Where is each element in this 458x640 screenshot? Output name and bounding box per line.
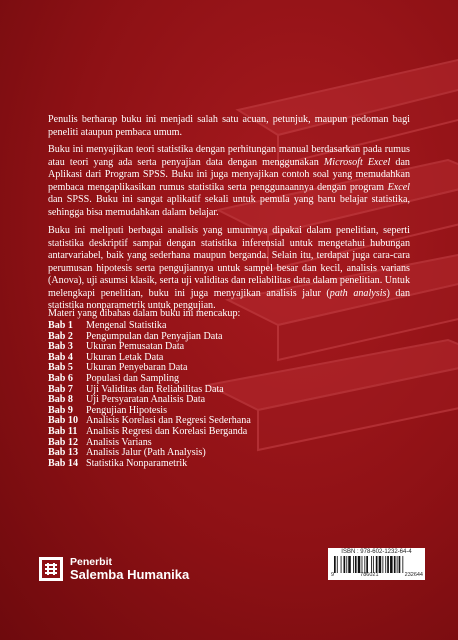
chapter-item <box>48 374 251 385</box>
barcode-bar <box>382 556 383 573</box>
barcode-bar <box>394 556 396 573</box>
chapter-title: Pengujian Hipotesis <box>86 404 168 416</box>
barcode-bar <box>353 556 354 573</box>
barcode-bar <box>346 556 347 573</box>
isbn-number: ISBN : 978-602-1232-64-4 <box>341 549 412 555</box>
paragraph-3-part-a: Buku ini meliputi berbagai analisis yang umumnya dipakai dalam penelitian, seperti statistika deskriptif sampai dengan statistika inferensial untuk mengetahui hubungan antarvariabel, baik yang sederhana maupun berganda. Selain itu, terdapat juga cara-cara perumusan hipotesis serta pengujiannya untuk sampel besar dan kecil, analisis varians (Anova), uji asumsi klasik, serta uji validitas dan reliabilitas data dalam penelitian. Untuk melengkapi penelitian, buku ini juga menyajikan analisis jalur ( <box>48 225 410 299</box>
chapter-title: Ukuran Letak Data <box>86 351 164 363</box>
barcode-bar <box>355 556 357 573</box>
chapter-number: Bab 9 <box>48 404 73 416</box>
barcode-bar <box>362 556 363 573</box>
chapter-item <box>48 321 251 332</box>
barcode-bar <box>364 556 365 573</box>
barcode-bar <box>376 556 378 573</box>
publisher-block <box>38 554 189 584</box>
barcode-bar <box>397 556 398 573</box>
chapter-number: Bab 13 <box>48 447 79 459</box>
chapter-title: Analisis Korelasi dan Regresi Sederhana <box>86 415 251 427</box>
chapter-list <box>48 321 251 469</box>
barcode-digit-group-2: 232644 <box>404 572 423 578</box>
chapter-number: Bab 11 <box>48 425 78 437</box>
paragraph-2-part-a: Buku ini menyajikan teori statistika dengan perhitungan manual berdasarkan pada rumus atau teori yang ada serta penyajian data dengan menggunakan <box>48 144 410 168</box>
barcode-bar <box>334 556 336 573</box>
chapter-title: Mengenal Statistika <box>86 320 167 331</box>
paragraph-3-part-c: ) dan statistika nonparametrik untuk pengujian. <box>48 287 410 311</box>
barcode-digits <box>331 572 423 578</box>
chapter-title: Pengumpulan dan Penyajian Data <box>86 330 223 342</box>
chapter-title: Analisis Regresi dan Korelasi Berganda <box>86 425 248 437</box>
barcode-bar <box>371 556 372 573</box>
chapter-number: Bab 6 <box>48 372 73 384</box>
chapter-number: Bab 14 <box>48 457 79 469</box>
paragraph-2-excel-term: Microsoft Excel <box>323 156 391 168</box>
paragraph-2-part-e: dan SPSS. Buku ini sangat aplikatif sekali untuk pemula yang baru belajar statistika, sehingga bisa memudahkan dalam belajar. <box>48 194 410 218</box>
barcode-bar <box>348 556 351 573</box>
paragraph-3-path-term: path analysis <box>329 287 387 299</box>
barcode-bar <box>387 556 389 573</box>
paragraph-3 <box>48 225 410 313</box>
chapter-title: Analisis Varians <box>86 436 152 448</box>
chapter-number: Bab 1 <box>48 320 73 331</box>
barcode-bar <box>385 556 386 573</box>
barcode-bar <box>402 556 403 573</box>
chapter-number: Bab 4 <box>48 351 73 363</box>
barcode-bar <box>373 556 374 573</box>
paragraph-1: Penulis berharap buku ini menjadi salah satu acuan, petunjuk, maupun pedoman bagi peneliti ataupun pembaca umum. <box>48 114 410 138</box>
chapter-title: Analisis Jalur (Path Analysis) <box>86 447 206 459</box>
barcode-bar <box>399 556 401 573</box>
chapter-item <box>48 427 251 438</box>
chapter-title: Populasi dan Sampling <box>86 372 180 384</box>
chapter-number: Bab 10 <box>48 415 79 427</box>
barcode-bar <box>358 556 361 573</box>
chapter-title: Statistika Nonparametrik <box>86 457 188 469</box>
publisher-logo-icon <box>38 556 64 582</box>
isbn-barcode-box <box>328 548 425 580</box>
chapter-title: Ukuran Penyebaran Data <box>86 362 188 374</box>
chapter-title: Uji Persyaratan Analisis Data <box>86 394 206 406</box>
chapter-number: Bab 8 <box>48 394 73 406</box>
paragraph-2-part-c: dan Aplikasi dari Program SPSS. Buku ini juga menyajikan contoh soal yang memudahkan pembaca mengaplikasikan rumus statistika serta penggunaannya dengan program <box>48 156 410 193</box>
chapter-number: Bab 12 <box>48 436 79 448</box>
chapter-item <box>48 459 251 470</box>
publisher-name: Salemba Humanika <box>70 567 190 582</box>
chapter-number: Bab 3 <box>48 341 73 353</box>
chapter-number: Bab 7 <box>48 383 73 395</box>
chapter-list-intro: Materi yang dibahas dalam buku ini mencakup: <box>48 308 241 319</box>
paragraph-2-excel-term-2: Excel <box>387 181 410 193</box>
paragraph-2 <box>48 144 410 219</box>
barcode-bar <box>366 556 368 573</box>
barcode-bar <box>337 556 338 573</box>
chapter-title: Ukuran Pemusatan Data <box>86 341 185 353</box>
chapter-title: Uji Validitas dan Reliabilitas Data <box>86 383 224 395</box>
barcode-icon <box>334 556 420 573</box>
chapter-number: Bab 5 <box>48 362 73 374</box>
barcode-bar <box>390 556 393 573</box>
barcode-digit-prefix: 9 <box>331 572 335 578</box>
barcode-bar <box>344 556 346 573</box>
barcode-bar <box>379 556 382 573</box>
publisher-label: Penerbit <box>70 556 113 568</box>
barcode-digit-group-1: 786021 <box>360 572 379 578</box>
chapter-number: Bab 2 <box>48 330 73 342</box>
barcode-bar <box>341 556 342 573</box>
